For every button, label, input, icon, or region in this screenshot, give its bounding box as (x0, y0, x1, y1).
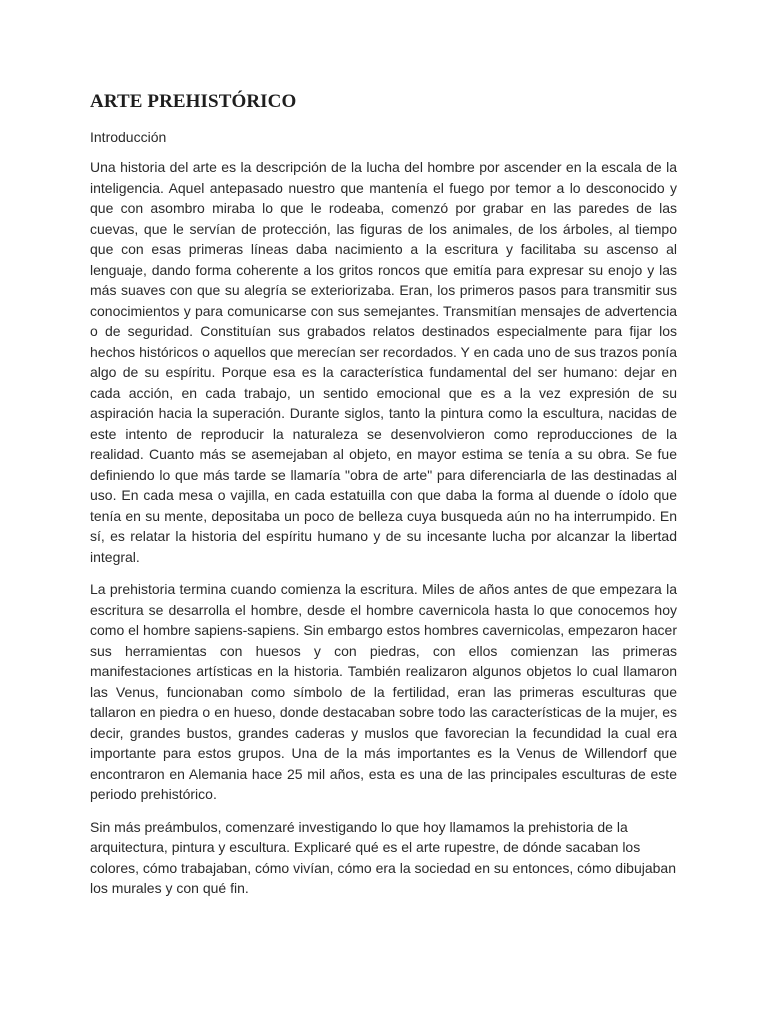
paragraph-3: Sin más preámbulos, comenzaré investigando lo que hoy llamamos la prehistoria de la arquitectura, pintura y escultura. Explicaré qué es el arte rupestre, de dónde sacaban los colores, cómo trabajaban, cómo vivían, cómo era la sociedad en su entonces, cómo dibujaban los murales y con qué fin. (90, 818, 677, 896)
section-heading-introduccion: Introducción (90, 129, 167, 145)
paragraph-1: Una historia del arte es la descripción de la lucha del hombre por ascender en la escala de la inteligencia. Aquel antepasado nuestro que mantenía el fuego por temor a lo desconocido y que con asombro miraba lo que le rodeaba, comenzó por grabar en las paredes de las cuevas, que le servían de protección, las figuras de los animales, de los árboles, al tiempo que con esas primeras líneas daba nacimiento a la escritura y facilitaba su ascenso al lenguaje, dando forma coherente a los gritos roncos que emitía para expresar su enojo y las más suaves con que su alegría se exteriorizaba. Eran, los primeros pasos para transmitir sus conocimientos y para comunicarse con sus semejantes. Transmitían mensajes de advertencia o de seguridad. Constituían sus grabados relatos destinados especialmente para fijar los hechos históricos o aquellos que merecían ser recordados. Y en cada uno de sus trazos ponía algo de su espíritu. Porque esa es la característica fundamental del ser humano: dejar en cada acción, en cada trabajo, un sentido emocional que es a la vez expresión de su aspiración hacia la superación. Durante siglos, tanto la pintura como la escultura, nacidas de este intento de reproducir la naturaleza se desenvolvieron como reproducciones de la realidad. Cuanto más se asemejaban al objeto, en mayor estima se tenía a su obra. Se fue definiendo lo que más tarde se llamaría "obra de arte" para diferenciarla de las destinadas al uso. En cada mesa o vajilla, en cada estatuilla con que daba la forma al duende o ídolo que tenía en su mente, depositaba un poco de belleza cuya busqueda aún no ha interrumpido. En sí, es relatar la historia del espíritu humano y de su incesante lucha por alcanzar la libertad integral. (90, 159, 677, 565)
paragraph-2: La prehistoria termina cuando comienza la escritura. Miles de años antes de que empezara la escritura se desarrolla el hombre, desde el hombre cavernicola hasta lo que conocemos hoy como el hombre sapiens-sapiens. Sin embargo estos hombres cavernicolas, empezaron hacer sus herramientas con huesos y con piedras, con ellos comienzan las primeras manifestaciones artísticas en la historia. También realizaron algunos objetos lo cual llamaron las Venus, funcionaban como símbolo de la fertilidad, eran las primeras esculturas que tallaron en piedra o en hueso, donde destacaban sobre todo las características de la mujer, es decir, grandes bustos, grandes caderas y muslos que favorecian la fecundidad la cual era importante para estos grupos. Una de la más importantes es la Venus de Willendorf que encontraron en Alemania hace 25 mil años, esta es una de las principales esculturas de este periodo prehistórico. (90, 581, 677, 802)
document-page (90, 90, 677, 911)
document-title: ARTE PREHISTÓRICO (90, 91, 297, 112)
